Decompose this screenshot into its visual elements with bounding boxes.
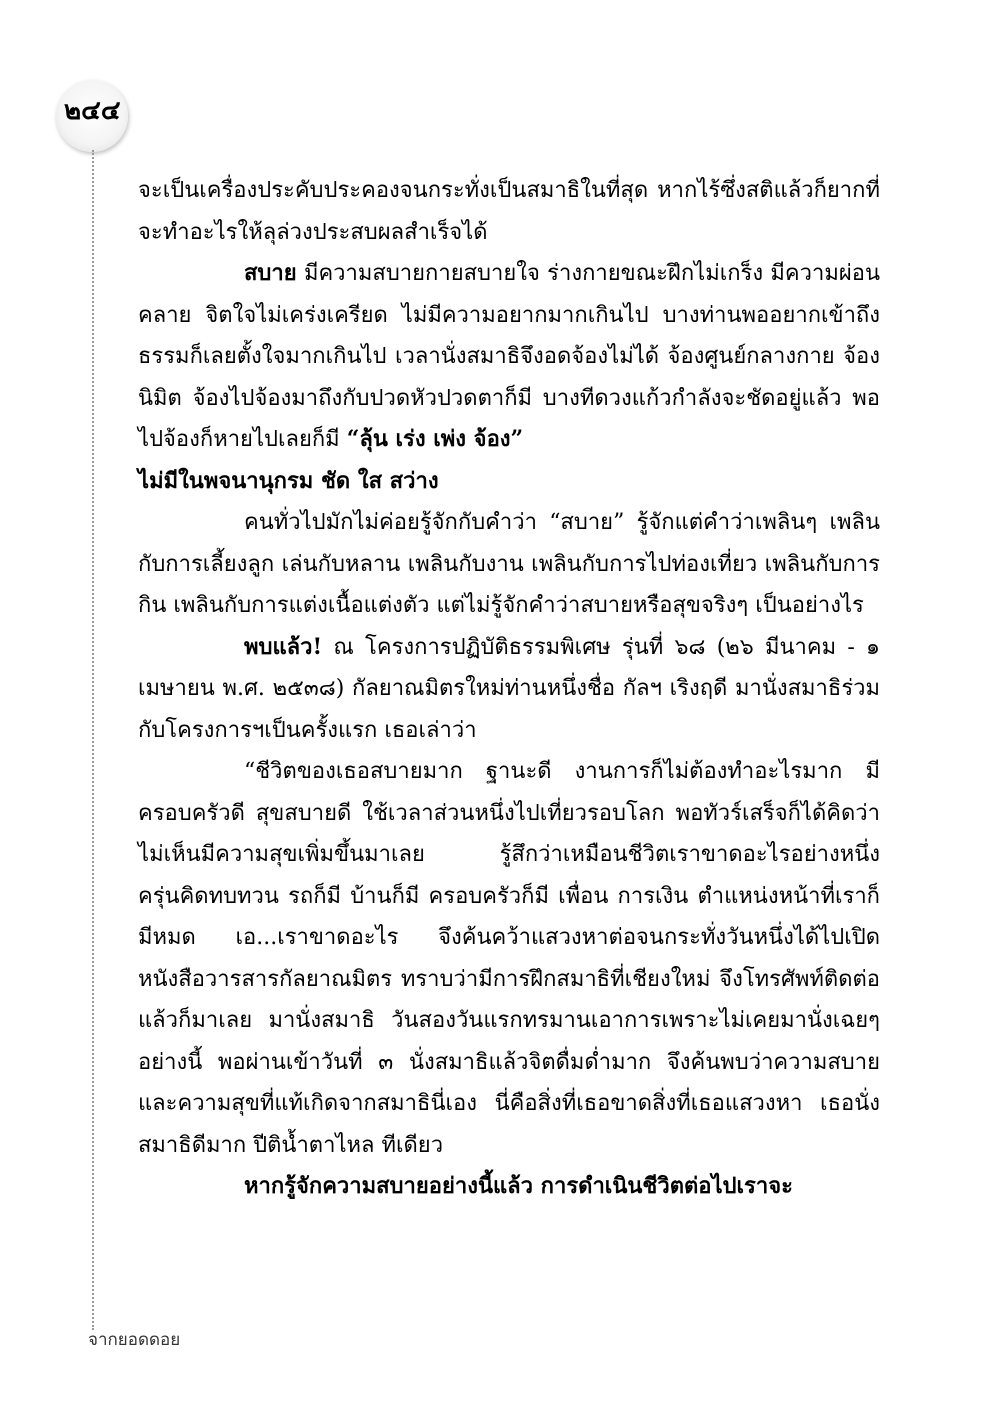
paragraph-5: “ชีวิตของเธอสบายมาก ฐานะดี งานการก็ไม่ต้องทำอะไรมาก มีครอบครัวดี สุขสบายดี ใช้เวลาส่วนหนึ่งไปเที่ยวรอบโลก พอทัวร์เสร็จก็ได้คิดว่าไม่เห็นมีความสุขเพิ่มขึ้นมาเลย รู้สึกว่าเหมือนชีวิตเราขาดอะไรอย่างหนึ่ง ครุ่นคิดทบทวน รถก็มี บ้านก็มี ครอบครัวก็มี เพื่อน การเงิน ตำแหน่งหน้าที่เราก็มีหมด เอ...เราขาดอะไร จึงค้นคว้าแสวงหาต่อจนกระทั่งวันหนึ่งได้ไปเปิดหนังสือวารสารกัลยาณมิตร ทราบว่ามีการฝึกสมาธิที่เชียงใหม่ จึงโทรศัพท์ติดต่อแล้วก็มาเลย มานั่งสมาธิ วันสองวันแรกทรมานเอาการเพราะไม่เคยมานั่งเฉยๆ อย่างนี้ พอผ่านเข้าวันที่ ๓ นั่งสมาธิแล้วจิตดื่มด่ำมาก จึงค้นพบว่าความสบายและความสุขที่แท้เกิดจากสมาธินี่เอง นี่คือสิ่งที่เธอขาดสิ่งที่เธอแสวงหา เธอนั่งสมาธิดีมาก ปีติน้ำตาไหล ทีเดียว — [138, 759, 880, 1158]
body-text — [138, 170, 880, 1208]
paragraph-2 — [138, 253, 880, 461]
paragraph-2-bold-line: ไม่มีในพจนานุกรม ชัด ใส สว่าง — [138, 467, 439, 494]
paragraph-2-quote: “ลุ้น เร่ง เพ่ง จ้อง” — [346, 426, 524, 452]
paragraph-3: คนทั่วไปมักไม่ค่อยรู้จักกับคำว่า “สบาย” รู้จักแต่คำว่าเพลินๆ เพลินกับการเลี้ยงลูก เล่นกับหลาน เพลินกับงาน เพลินกับการไปท่องเที่ยว เพลินกับการกิน เพลินกับการแต่งเนื้อแต่งตัว แต่ไม่รู้จักคำว่าสบายหรือสุขจริงๆ เป็นอย่างไร — [138, 510, 880, 618]
paragraph-4 — [138, 627, 880, 752]
paragraph-6: หากรู้จักความสบายอย่างนี้แล้ว การดำเนินชีวิตต่อไปเราจะ — [244, 1173, 793, 1199]
paragraph-1: จะเป็นเครื่องประคับประคองจนกระทั่งเป็นสมาธิในที่สุด หากไร้ซึ่งสติแล้วก็ยากที่จะทำอะไรให้ลุล่วงประสบผลสำเร็จได้ — [138, 178, 880, 245]
margin-dotted-rule — [92, 150, 94, 1330]
paragraph-2-text: มีความสบายกายสบายใจ ร่างกายขณะฝึกไม่เกร็ง มีความผ่อนคลาย จิตใจไม่เคร่งเครียด ไม่มีความอยากมากเกินไป บางท่านพออยากเข้าถึงธรรมก็เลยตั้งใจมากเกินไป เวลานั่งสมาธิจึงอดจ้องไม่ได้ จ้องศูนย์กลางกาย จ้องนิมิต จ้องไปจ้องมาถึงกับปวดหัวปวดตาก็มี บางทีดวงแก้วกำลังจะชัดอยู่แล้ว พอไปจ้องก็หายไปเลยก็มี — [138, 261, 880, 452]
footer-book-title: จากยอดดอย — [88, 1330, 181, 1350]
paragraph-4-lead: พบแล้ว! — [244, 633, 323, 660]
page-number: ๒๔๔ — [64, 96, 121, 126]
paragraph-4-text: ณ โครงการปฏิบัติธรรมพิเศษ รุ่นที่ ๖๘ (๒๖ มีนาคม - ๑ เมษายน พ.ศ. ๒๕๓๘) กัลยาณมิตรใหม่ท่านหนึ่งชื่อ กัลฯ เริงฤดี มานั่งสมาธิร่วมกับโครงการฯเป็นครั้งแรก เธอเล่าว่า — [138, 634, 880, 743]
paragraph-2-lead: สบาย — [244, 260, 297, 286]
